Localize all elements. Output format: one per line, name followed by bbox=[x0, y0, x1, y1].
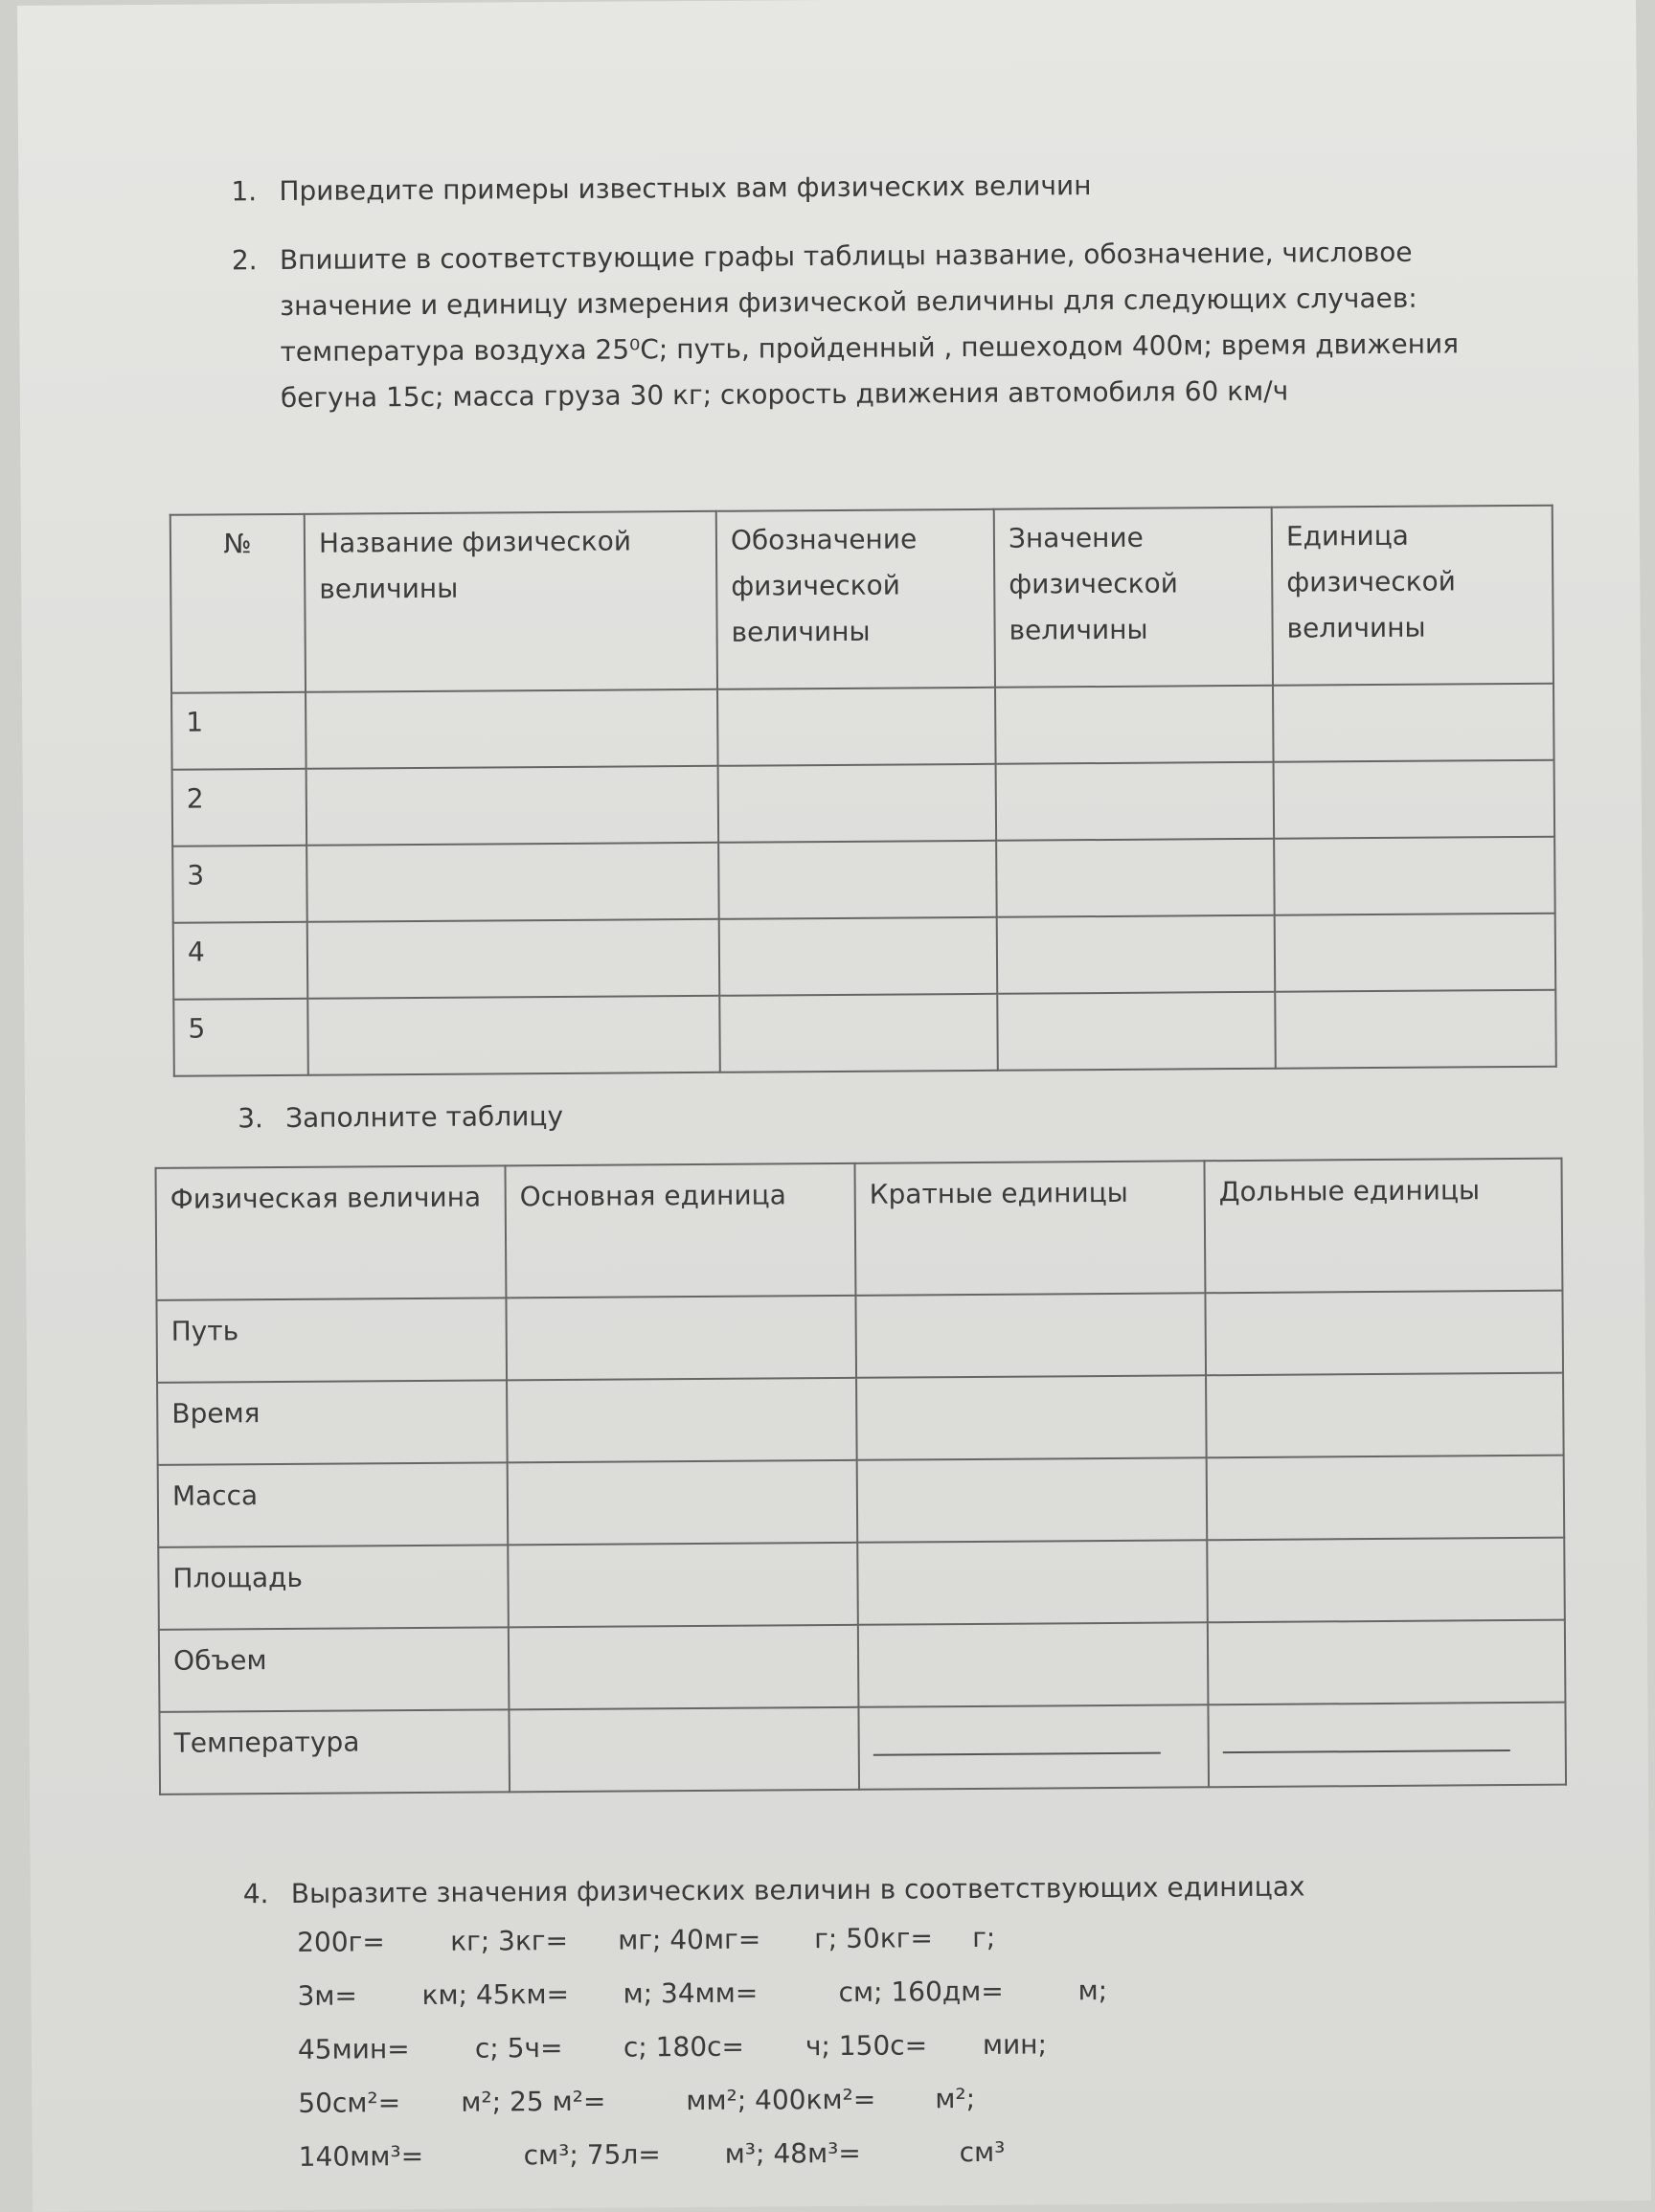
header-cell: Физическая величина bbox=[155, 1165, 506, 1300]
conversion-item: с; 180с= bbox=[623, 2030, 745, 2064]
table-cell[interactable] bbox=[306, 766, 719, 846]
table-cell[interactable] bbox=[1274, 837, 1555, 915]
conversion-item: см³; 75л= bbox=[523, 2138, 661, 2172]
table-row bbox=[158, 1538, 1565, 1630]
conversion-item: г; bbox=[972, 1921, 996, 1953]
task-2 bbox=[232, 229, 1460, 421]
table-cell[interactable] bbox=[1275, 914, 1556, 992]
quantity-name: Температура bbox=[159, 1709, 510, 1794]
table-cell[interactable] bbox=[506, 1296, 856, 1381]
table-cell[interactable] bbox=[855, 1293, 1206, 1378]
table-cell[interactable] bbox=[717, 688, 996, 766]
row-number: 2 bbox=[172, 769, 307, 846]
quantity-name: Объем bbox=[159, 1627, 510, 1712]
conversion-item: м²; 25 м²= bbox=[461, 2085, 606, 2118]
table-row bbox=[173, 914, 1556, 1000]
table-cell[interactable] bbox=[507, 1378, 857, 1463]
table-cell[interactable] bbox=[1275, 990, 1556, 1069]
header-cell: Кратные единицы bbox=[854, 1161, 1205, 1296]
task-4 bbox=[243, 1864, 1305, 1918]
table-cell[interactable] bbox=[718, 841, 997, 919]
table-cell[interactable] bbox=[719, 917, 998, 996]
table-cell[interactable] bbox=[508, 1543, 858, 1628]
conversion-item: м; bbox=[1077, 1975, 1108, 2007]
table-cell[interactable] bbox=[718, 764, 997, 843]
blank-line bbox=[873, 1733, 1161, 1756]
conversion-item: ч; 150с= bbox=[805, 2029, 928, 2063]
conversion-item: 200г= bbox=[297, 1926, 385, 1958]
header-cell: Единица физической величины bbox=[1272, 506, 1553, 686]
task-line: температура воздуха 25⁰С; путь, пройденный , пешеходом 400м; время движения bbox=[280, 327, 1460, 368]
row-number: 3 bbox=[172, 846, 307, 923]
conversion-item: м²; bbox=[935, 2082, 976, 2115]
quantity-name: Путь bbox=[156, 1298, 507, 1383]
table-row bbox=[157, 1373, 1564, 1465]
task-line: Впишите в соответствующие графы таблицы название, обозначение, числовое bbox=[279, 236, 1413, 276]
task-text: Выразите значения физических величин в соответствующих единицах bbox=[290, 1870, 1305, 1909]
conversion-item: мм²; 400км²= bbox=[686, 2083, 876, 2117]
conversion-item: с; 5ч= bbox=[474, 2031, 563, 2065]
row-number: 5 bbox=[173, 999, 308, 1076]
table-cell[interactable] bbox=[857, 1457, 1208, 1543]
table-cell[interactable] bbox=[307, 996, 720, 1075]
table-cell[interactable] bbox=[306, 689, 718, 769]
table-cell[interactable] bbox=[856, 1375, 1207, 1460]
table-row bbox=[159, 1703, 1566, 1794]
worksheet-page bbox=[17, 0, 1651, 2212]
header-cell: Значение физической величины bbox=[994, 508, 1273, 688]
table-row bbox=[158, 1456, 1565, 1547]
task-number: 2. bbox=[231, 244, 258, 277]
quantity-name: Время bbox=[157, 1380, 508, 1465]
table-row bbox=[172, 837, 1555, 923]
task-text: Заполните таблицу bbox=[285, 1099, 564, 1134]
blank-line bbox=[1223, 1730, 1510, 1753]
table-cell[interactable] bbox=[995, 686, 1274, 764]
table-row bbox=[172, 760, 1555, 846]
conversion-line bbox=[297, 1967, 1107, 2020]
conversion-item: км; 45км= bbox=[421, 1977, 570, 2011]
quantity-name: Площадь bbox=[158, 1545, 509, 1630]
conversion-item: 50см²= bbox=[298, 2087, 401, 2119]
header-cell: Основная единица bbox=[505, 1163, 855, 1298]
task-number: 1. bbox=[231, 175, 258, 208]
table-row bbox=[171, 684, 1554, 770]
task-text: Приведите примеры известных вам физических величин bbox=[279, 169, 1092, 207]
table-cell[interactable] bbox=[997, 915, 1276, 994]
task-3 bbox=[238, 1094, 563, 1141]
header-cell: Название физической величины bbox=[305, 511, 717, 692]
header-cell: Обозначение физической величины bbox=[716, 509, 995, 689]
conversion-item: м³; 48м³= bbox=[724, 2136, 861, 2170]
task-number: 3. bbox=[238, 1102, 263, 1135]
table-cell[interactable] bbox=[996, 762, 1275, 841]
table-cell[interactable] bbox=[1205, 1291, 1563, 1376]
table-header-row bbox=[170, 506, 1553, 693]
task-line: бегуна 15с; масса груза 30 кг; скорость движения автомобиля 60 км/ч bbox=[280, 374, 1289, 414]
table-row bbox=[156, 1291, 1563, 1383]
table-cell[interactable] bbox=[1208, 1620, 1566, 1705]
units-table bbox=[154, 1158, 1567, 1795]
conversion-item: 3м= bbox=[297, 1979, 358, 2012]
table-cell[interactable] bbox=[858, 1704, 1209, 1790]
quantity-name: Масса bbox=[158, 1462, 509, 1547]
table-row bbox=[159, 1620, 1566, 1712]
conversion-item: см; 160дм= bbox=[838, 1975, 1004, 2008]
table-cell[interactable] bbox=[857, 1540, 1208, 1625]
conversion-line bbox=[297, 1914, 995, 1967]
table-cell[interactable] bbox=[1274, 760, 1555, 839]
table-header-row bbox=[155, 1159, 1562, 1300]
conversion-item: м; 34мм= bbox=[623, 1976, 759, 2010]
row-number: 4 bbox=[173, 922, 308, 1000]
table-cell[interactable] bbox=[1208, 1703, 1566, 1788]
table-cell[interactable] bbox=[997, 992, 1276, 1071]
row-number: 1 bbox=[171, 692, 306, 770]
table-cell[interactable] bbox=[858, 1622, 1209, 1707]
conversion-line bbox=[298, 2075, 975, 2128]
table-cell[interactable] bbox=[306, 843, 719, 922]
conversion-item: 140мм³= bbox=[298, 2139, 424, 2173]
header-cell: № bbox=[170, 514, 306, 693]
conversion-item: г; 50кг= bbox=[814, 1922, 934, 1955]
conversion-line bbox=[298, 2020, 1047, 2073]
table-cell[interactable] bbox=[1207, 1538, 1565, 1623]
table-row bbox=[173, 990, 1556, 1076]
table-cell[interactable] bbox=[509, 1707, 859, 1793]
conversion-item: см³ bbox=[959, 2135, 1006, 2169]
task-line: значение и единицу измерения физической величины для следующих случаев: bbox=[280, 282, 1417, 322]
quantities-table bbox=[170, 505, 1557, 1077]
conversion-item: мин; bbox=[982, 2028, 1048, 2061]
task-1 bbox=[231, 163, 1091, 214]
conversion-item: кг; 3кг= bbox=[450, 1924, 569, 1957]
conversion-item: 45мин= bbox=[297, 2033, 410, 2065]
table-cell[interactable] bbox=[1207, 1456, 1565, 1541]
table-cell[interactable] bbox=[1273, 684, 1554, 762]
table-cell[interactable] bbox=[508, 1460, 858, 1546]
table-cell[interactable] bbox=[719, 994, 998, 1072]
task-number: 4. bbox=[242, 1878, 269, 1910]
table-cell[interactable] bbox=[509, 1625, 859, 1710]
table-cell[interactable] bbox=[1206, 1373, 1564, 1458]
header-cell: Дольные единицы bbox=[1204, 1159, 1562, 1294]
conversion-line bbox=[299, 2129, 1006, 2181]
table-cell[interactable] bbox=[307, 919, 720, 999]
table-cell[interactable] bbox=[996, 839, 1275, 917]
conversion-item: мг; 40мг= bbox=[618, 1923, 761, 1956]
